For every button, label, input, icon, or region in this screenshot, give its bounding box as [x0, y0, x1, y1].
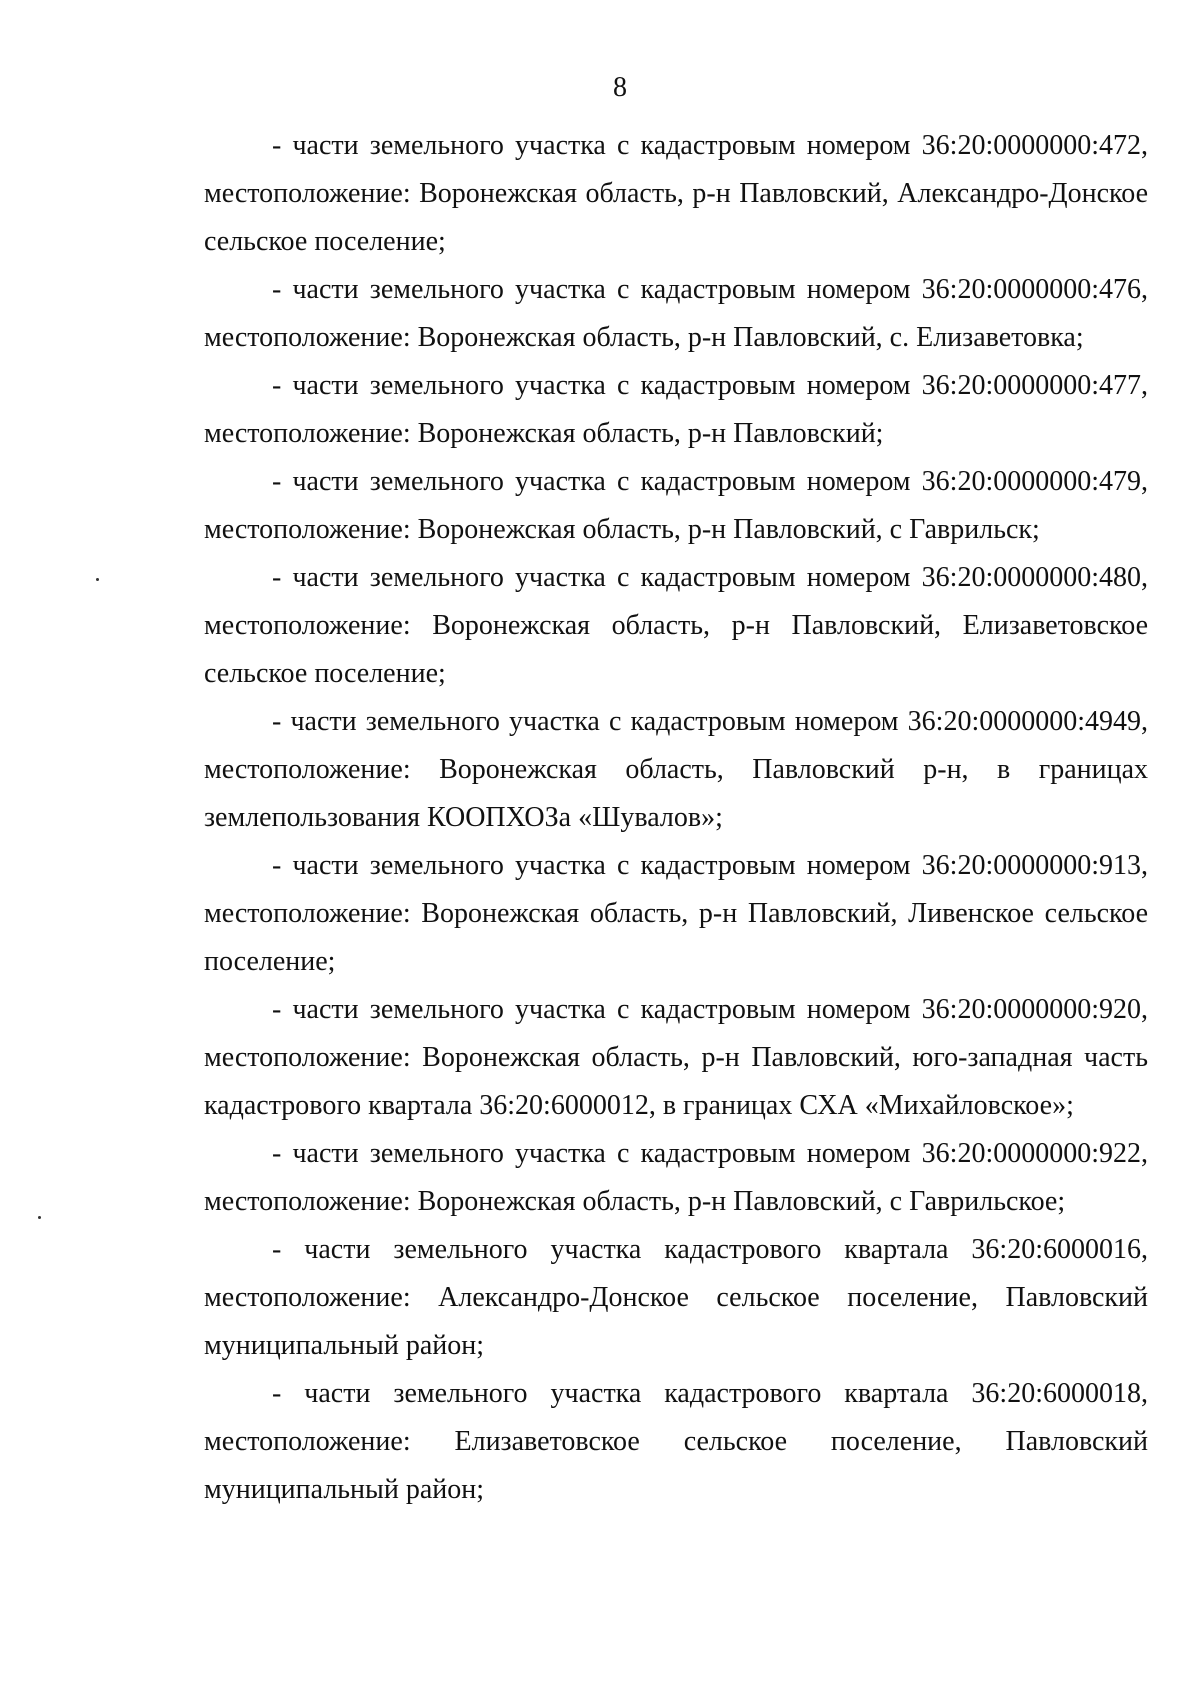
list-item: - части земельного участка с кадастровым номером 36:20:0000000:913, местоположение: Воронежская область, р-н Павловский, Ливенское сельское поселение; [204, 850, 1148, 977]
list-item: - части земельного участка с кадастровым номером 36:20:0000000:479, местоположение: Воронежская область, р-н Павловский, с Гаврильск; [204, 466, 1148, 545]
page-number: 8 [613, 72, 627, 103]
list-item: - части земельного участка с кадастровым номером 36:20:0000000:4949, местоположение: Воронежская область, Павловский р-н, в границах землепользования КООПХОЗа «Шувалов»; [204, 706, 1148, 833]
list-item: - части земельного участка с кадастровым номером 36:20:0000000:477, местоположение: Воронежская область, р-н Павловский; [204, 370, 1148, 449]
list-item: - части земельного участка кадастрового квартала 36:20:6000016, местоположение: Александро-Донское сельское поселение, Павловский муниципальный район; [204, 1234, 1148, 1361]
scan-speck [38, 1216, 41, 1219]
list-item: - части земельного участка с кадастровым номером 36:20:0000000:922, местоположение: Воронежская область, р-н Павловский, с Гаврильское; [204, 1138, 1148, 1217]
list-item: - части земельного участка с кадастровым номером 36:20:0000000:476, местоположение: Воронежская область, р-н Павловский, с. Елизаветовка; [204, 274, 1148, 353]
list-item: - части земельного участка с кадастровым номером 36:20:0000000:920, местоположение: Воронежская область, р-н Павловский, юго-западная часть кадастрового квартала 36:20:6000012, в границах СХА «Михайловское»; [204, 994, 1148, 1121]
list-item: - части земельного участка с кадастровым номером 36:20:0000000:480, местоположение: Воронежская область, р-н Павловский, Елизаветовское сельское поселение; [204, 562, 1148, 689]
document-body [204, 122, 1148, 1514]
scan-speck [96, 578, 99, 581]
list-item: - части земельного участка с кадастровым номером 36:20:0000000:472, местоположение: Воронежская область, р-н Павловский, Александро-Донское сельское поселение; [204, 130, 1148, 257]
list-item: - части земельного участка кадастрового квартала 36:20:6000018, местоположение: Елизаветовское сельское поселение, Павловский муниципальный район; [204, 1378, 1148, 1505]
